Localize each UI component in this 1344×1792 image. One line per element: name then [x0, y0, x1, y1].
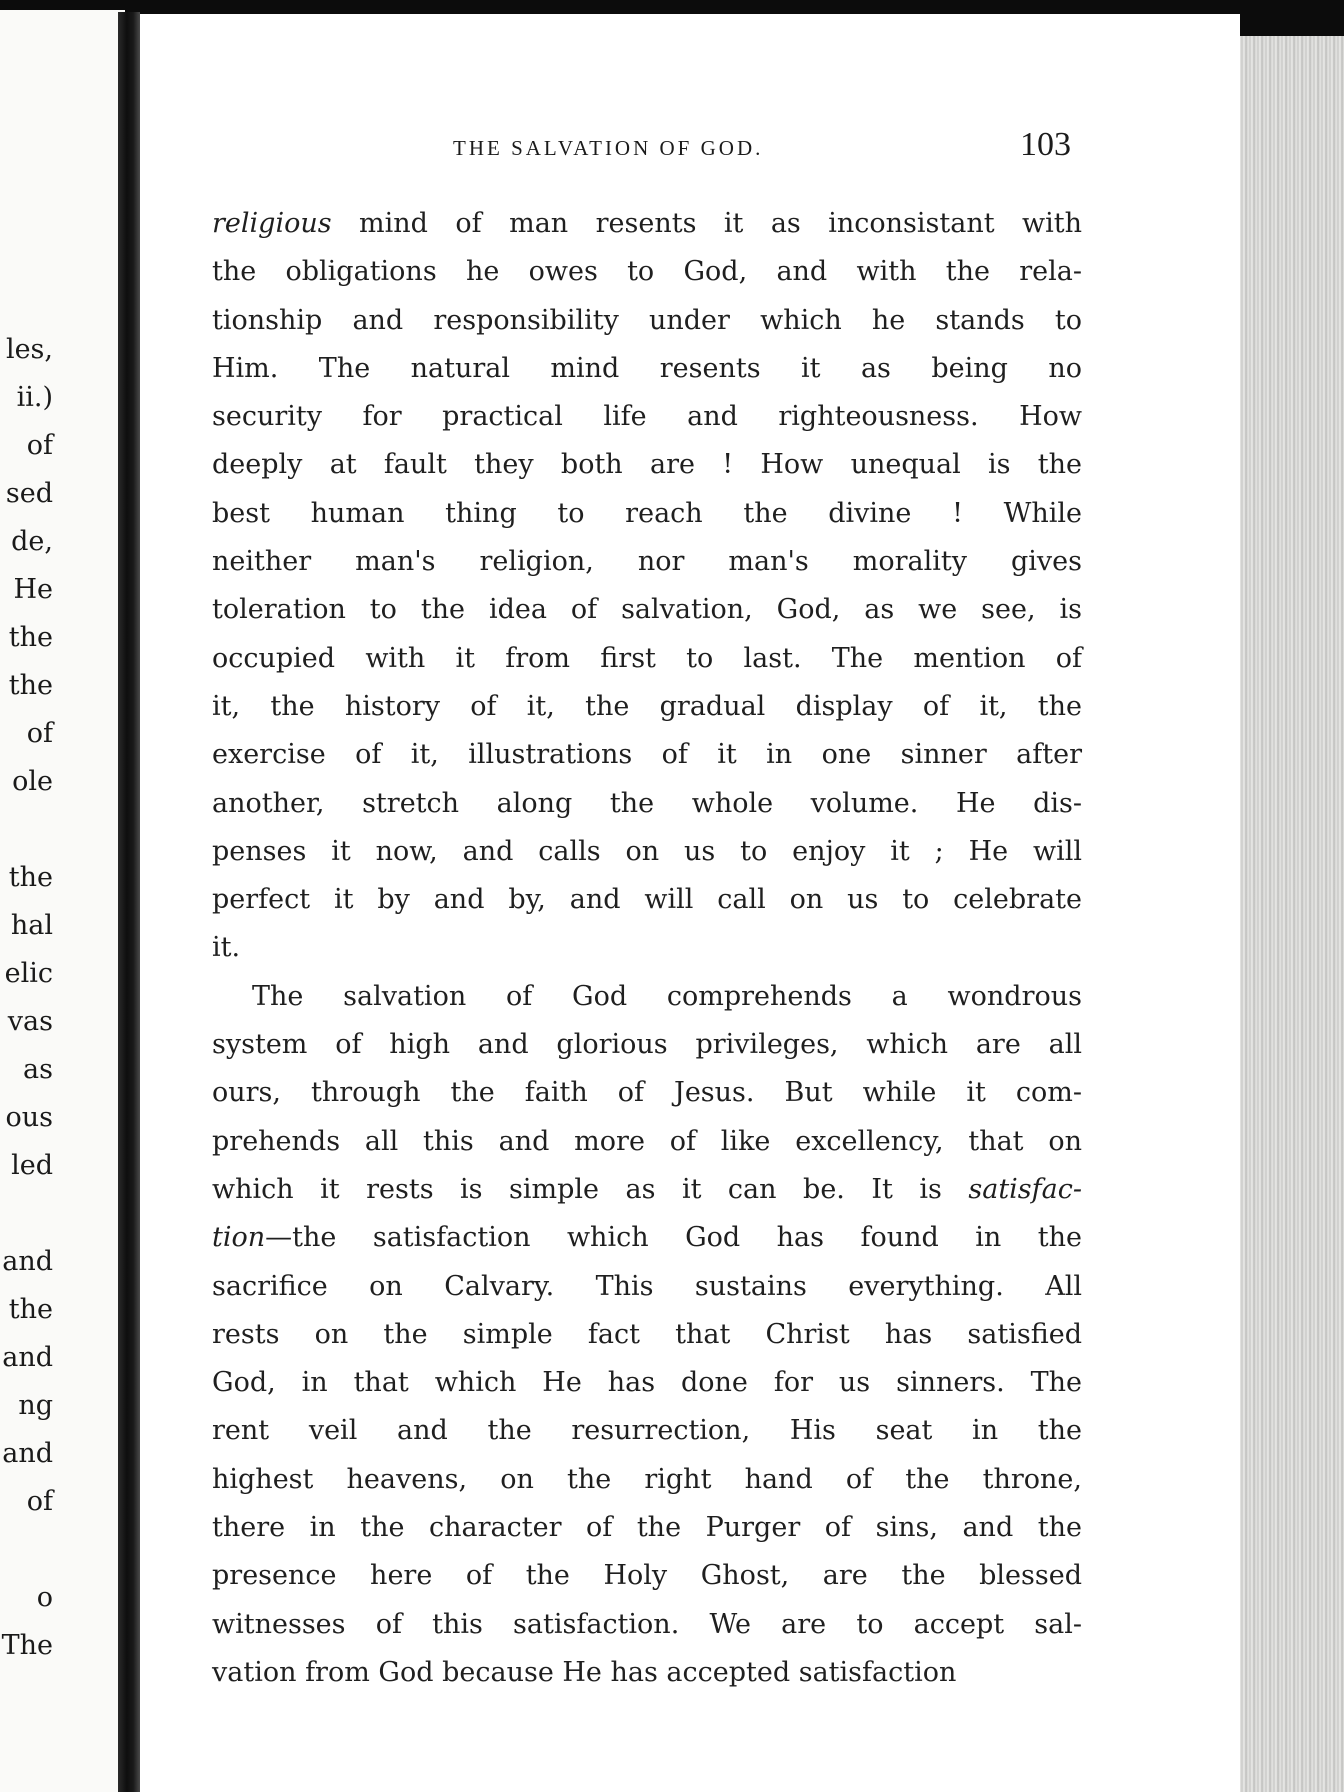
- text-span: vation from God because He has accepted satisfaction: [212, 1656, 957, 1688]
- body-text: [212, 200, 1082, 1697]
- left-page-fragment: the: [8, 862, 53, 893]
- text-span: witnesses of this satisfaction. We are to accept sal-: [212, 1608, 1082, 1640]
- text-span: system of high and glorious privileges, which are all: [212, 1029, 1082, 1061]
- text-span: it.: [212, 932, 241, 964]
- text-line: [212, 876, 1082, 924]
- text-span: there in the character of the Purger of sins, and the: [212, 1512, 1082, 1544]
- left-page-fragment: He: [13, 574, 53, 605]
- left-page-fragment: ng: [18, 1390, 53, 1421]
- left-page-fragment: of: [26, 718, 53, 749]
- text-line: [212, 1118, 1082, 1166]
- text-line: [212, 924, 1082, 972]
- paragraph: [212, 200, 1082, 973]
- text-span: prehends all this and more of like excellency, that on: [212, 1125, 1082, 1157]
- text-line: [212, 1166, 1082, 1214]
- book-gutter: [118, 12, 140, 1792]
- text-span: which it rests is simple as it can be. It is: [212, 1173, 969, 1205]
- left-page-fragment: and: [2, 1246, 53, 1277]
- text-line: [212, 441, 1082, 489]
- text-span: presence here of the Holy Ghost, are the blessed: [212, 1560, 1082, 1592]
- text-line: [212, 586, 1082, 634]
- left-page-fragment: hal: [10, 910, 53, 941]
- text-span: perfect it by and by, and will call on us to celebrate: [212, 884, 1082, 916]
- running-head: THE SALVATION OF GOD.: [453, 136, 764, 160]
- text-span: security for practical life and righteousness. How: [212, 401, 1082, 433]
- left-page-fragment: ous: [5, 1102, 53, 1133]
- text-span: rent veil and the resurrection, His seat in the: [212, 1415, 1082, 1447]
- left-page-fragment: the: [8, 622, 53, 653]
- text-line: [212, 780, 1082, 828]
- text-span: —the satisfaction which God has found in the: [265, 1222, 1082, 1254]
- left-page-fragment: o: [36, 1582, 53, 1613]
- text-line: [212, 828, 1082, 876]
- page-edges: [1240, 36, 1344, 1792]
- text-span: rests on the simple fact that Christ has satisfied: [212, 1318, 1082, 1350]
- text-line: [212, 1504, 1082, 1552]
- text-span: God, in that which He has done for us sinners. The: [212, 1367, 1082, 1399]
- italic-text: satisfac-: [968, 1173, 1082, 1205]
- text-span: best human thing to reach the divine ! While: [212, 497, 1082, 529]
- text-span: exercise of it, illustrations of it in one sinner after: [212, 739, 1082, 771]
- left-page-fragment: the: [8, 670, 53, 701]
- text-span: another, stretch along the whole volume. He dis-: [212, 787, 1082, 819]
- text-span: neither man's religion, nor man's morality gives: [212, 546, 1082, 578]
- text-line: [212, 683, 1082, 731]
- text-span: highest heavens, on the right hand of the throne,: [212, 1463, 1082, 1495]
- text-line: [212, 1311, 1082, 1359]
- text-line: [212, 1407, 1082, 1455]
- left-page-fragment: vas: [7, 1006, 53, 1037]
- text-span: it, the history of it, the gradual display of it, the: [212, 690, 1082, 722]
- left-page-fragment: led: [11, 1150, 53, 1181]
- left-page-fragment: as: [23, 1054, 53, 1085]
- left-page-fragment: ole: [12, 766, 53, 797]
- text-line: [212, 1649, 1082, 1697]
- left-page-fragment: and: [2, 1342, 53, 1373]
- text-span: Him. The natural mind resents it as being no: [212, 352, 1082, 384]
- left-page-fragment: the: [8, 1294, 53, 1325]
- paragraph: [212, 973, 1082, 1697]
- text-line: [212, 973, 1082, 1021]
- text-line: [212, 393, 1082, 441]
- text-line: [212, 731, 1082, 779]
- text-span: toleration to the idea of salvation, God, as we see, is: [212, 594, 1082, 626]
- page-number: 103: [1020, 126, 1071, 163]
- text-line: [212, 635, 1082, 683]
- text-span: mind of man resents it as inconsistant with: [331, 208, 1082, 239]
- text-line: [212, 1359, 1082, 1407]
- left-page-fragment: sed: [5, 478, 53, 509]
- left-page-fragment: les,: [5, 334, 53, 365]
- text-span: deeply at fault they both are ! How unequal is the: [212, 449, 1082, 481]
- italic-text: tion: [212, 1222, 266, 1254]
- text-span: sacrifice on Calvary. This sustains everything. All: [212, 1270, 1082, 1302]
- text-span: penses it now, and calls on us to enjoy it ; He will: [212, 835, 1082, 867]
- text-line: [212, 297, 1082, 345]
- left-page-fragment: elic: [4, 958, 53, 989]
- left-page-fragment: of: [26, 430, 53, 461]
- text-span: the obligations he owes to God, and with the rela-: [212, 256, 1082, 288]
- text-line: [212, 538, 1082, 586]
- text-line: [212, 1552, 1082, 1600]
- text-span: tionship and responsibility under which he stands to: [212, 304, 1082, 336]
- text-line: [212, 1601, 1082, 1649]
- text-line: [212, 345, 1082, 393]
- left-page-fragment: ii.): [16, 382, 53, 413]
- text-line: [212, 1069, 1082, 1117]
- text-line: [212, 1456, 1082, 1504]
- left-page-fragment: and: [2, 1438, 53, 1469]
- left-page-fragment: The: [1, 1630, 53, 1661]
- text-line: [212, 490, 1082, 538]
- text-line: [212, 1263, 1082, 1311]
- italic-text: religious: [212, 208, 332, 239]
- text-line: [212, 1214, 1082, 1262]
- text-line: [212, 1021, 1082, 1069]
- text-span: occupied with it from first to last. The mention of: [212, 642, 1082, 674]
- text-span: ours, through the faith of Jesus. But while it com-: [212, 1077, 1082, 1109]
- text-line: [212, 200, 1082, 248]
- left-page-text-fragments: [0, 10, 125, 1792]
- left-page-fragment: of: [26, 1486, 53, 1517]
- left-page-fragment: de,: [11, 526, 53, 557]
- text-line: [212, 248, 1082, 296]
- left-facing-page: [0, 10, 125, 1792]
- text-span: The salvation of God comprehends a wondrous: [252, 980, 1082, 1012]
